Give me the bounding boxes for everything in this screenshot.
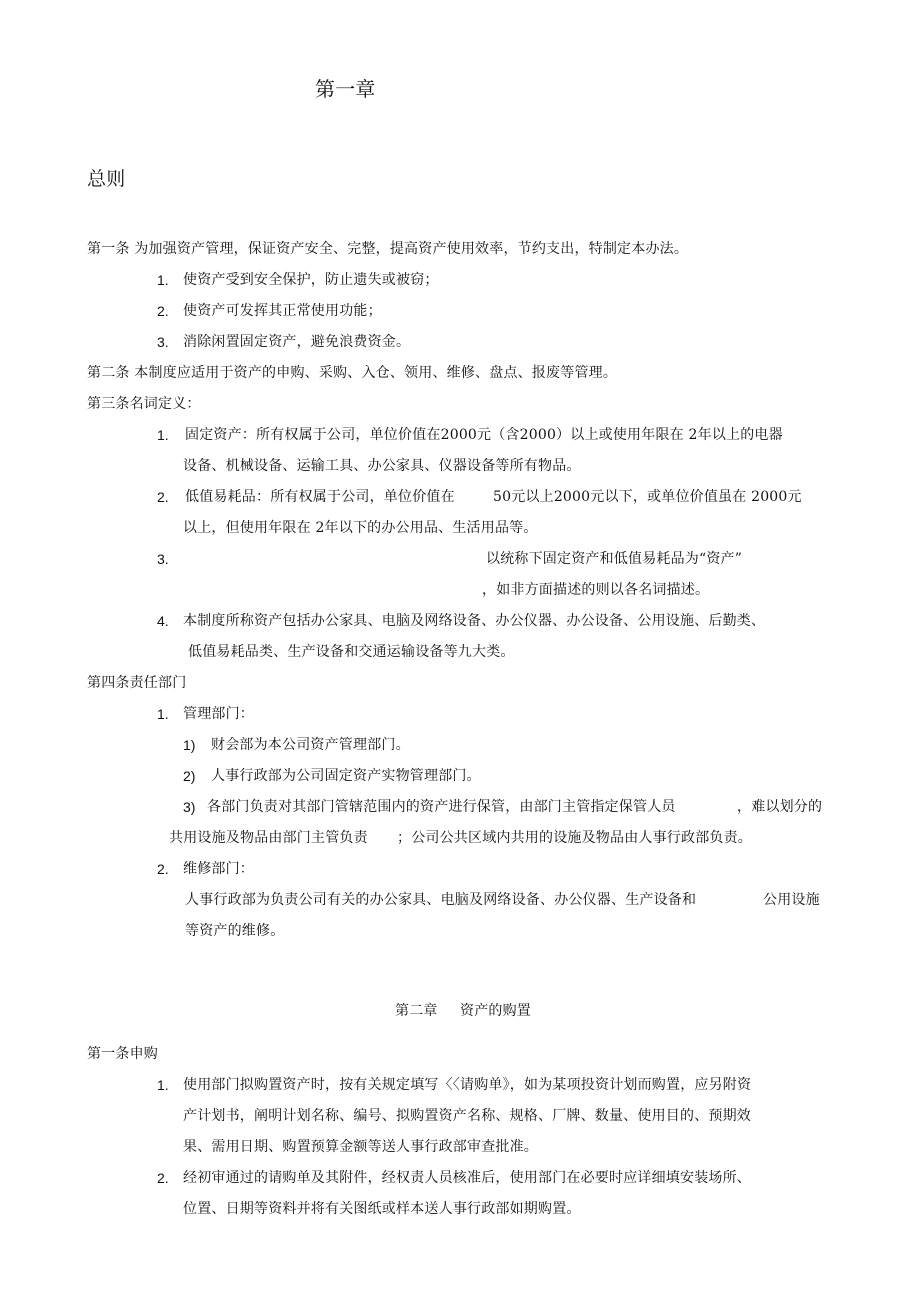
list-item: 管理部门： bbox=[183, 706, 254, 722]
list-item-line: 低值易耗品：所有权属于公司，单位价值在 bbox=[185, 489, 455, 505]
list-item-line: 低值易耗品类、生产设备和交通运输设备等九大类。 bbox=[188, 644, 515, 660]
chapter-title: 第一章 bbox=[315, 77, 376, 101]
chapter-subtitle: 总则 bbox=[87, 168, 126, 190]
chapter2-article-1: 第一条申购 bbox=[87, 1046, 158, 1062]
list-number: 2. bbox=[157, 489, 169, 505]
sublist-number: 2) bbox=[183, 768, 196, 784]
chapter2-title-text: 资产的购置 bbox=[460, 1003, 531, 1019]
list-item-line: 本制度所称资产包括办公家具、电脑及网络设备、办公仪器、办公设备、公用设施、后勤类、 bbox=[183, 613, 766, 629]
list-item: 使资产可发挥其正常使用功能； bbox=[183, 303, 382, 319]
article-2: 第二条 本制度应适用于资产的申购、采购、入仓、领用、维修、盘点、报废等管理。 bbox=[87, 365, 618, 381]
sublist-number: 3) bbox=[183, 799, 196, 815]
list-item-line: 以上，但使用年限在 2年以下的办公用品、生活用品等。 bbox=[183, 520, 538, 536]
list-number: 1. bbox=[157, 427, 169, 443]
sublist-number: 1) bbox=[183, 737, 196, 753]
list-number: 3. bbox=[157, 334, 169, 350]
list-item-line: ，如非方面描述的则以各名词描述。 bbox=[482, 582, 710, 598]
list-item-line: 使用部门拟购置资产时，按有关规定填写〈〈请购单》，如为某项投资计划而购置，应另附资 bbox=[183, 1077, 752, 1093]
article-3: 第三条名词定义： bbox=[87, 396, 201, 412]
article-4: 第四条责任部门 bbox=[87, 675, 187, 691]
list-number: 1. bbox=[157, 706, 169, 722]
list-item-line: 50元以上2000元以下，或单位价值虽在 2000元 bbox=[493, 489, 802, 505]
sublist-item-line: 共用设施及物品由部门主管负责 bbox=[169, 830, 368, 846]
list-item-line: 果、需用日期、购置预算金额等送人事行政部审查批准。 bbox=[183, 1139, 538, 1155]
list-item: 维修部门： bbox=[183, 861, 254, 877]
list-item-line: 以统称下固定资产和低值易耗品为“资产” bbox=[486, 551, 743, 567]
list-item: 消除闲置固定资产，避免浪费资金。 bbox=[183, 334, 411, 350]
article-1: 第一条 为加强资产管理，保证资产安全、完整，提高资产使用效率，节约支出，特制定本办法。 bbox=[87, 241, 689, 257]
list-number: 2. bbox=[157, 303, 169, 319]
list-item-line: 产计划书，阐明计划名称、编号、拟购置资产名称、规格、厂牌、数量、使用目的、预期效 bbox=[183, 1108, 751, 1124]
list-item-line: 位置、日期等资料并将有关图纸或样本送人事行政部如期购置。 bbox=[183, 1201, 581, 1217]
sublist-item-line: ；公司公共区域内共用的设施及物品由人事行政部负责。 bbox=[397, 830, 752, 846]
list-number: 1. bbox=[157, 1077, 169, 1093]
list-item-line: 固定资产：所有权属于公司，单位价值在2000元（含2000）以上或使用年限在 2年以上的电器 bbox=[185, 427, 783, 443]
list-item: 使资产受到安全保护，防止遗失或被窃； bbox=[183, 272, 439, 288]
list-item-line: 人事行政部为负责公司有关的办公家具、电脑及网络设备、办公仪器、生产设备和 bbox=[185, 892, 697, 908]
sublist-item-line: 各部门负责对其部门管辖范围内的资产进行保管，由部门主管指定保管人员 bbox=[207, 799, 676, 815]
sublist-item: 人事行政部为公司固定资产实物管理部门。 bbox=[211, 768, 481, 784]
sublist-item-line: ，难以划分的 bbox=[737, 799, 823, 815]
list-number: 2. bbox=[157, 861, 169, 877]
list-number: 3. bbox=[157, 551, 169, 567]
list-number: 2. bbox=[157, 1170, 169, 1186]
list-item-line: 经初审通过的请购单及其附件，经权责人员核准后，使用部门在必要时应详细填安装场所、 bbox=[183, 1170, 751, 1186]
list-item-line: 设备、机械设备、运输工具、办公家具、仪器设备等所有物品。 bbox=[183, 458, 581, 474]
list-number: 1. bbox=[157, 272, 169, 288]
chapter2-title-number: 第二章 bbox=[395, 1003, 438, 1019]
list-number: 4. bbox=[157, 613, 169, 629]
list-item-line: 等资产的维修。 bbox=[185, 923, 285, 939]
sublist-item: 财会部为本公司资产管理部门。 bbox=[211, 737, 410, 753]
list-item-line: 公用设施 bbox=[763, 892, 820, 908]
